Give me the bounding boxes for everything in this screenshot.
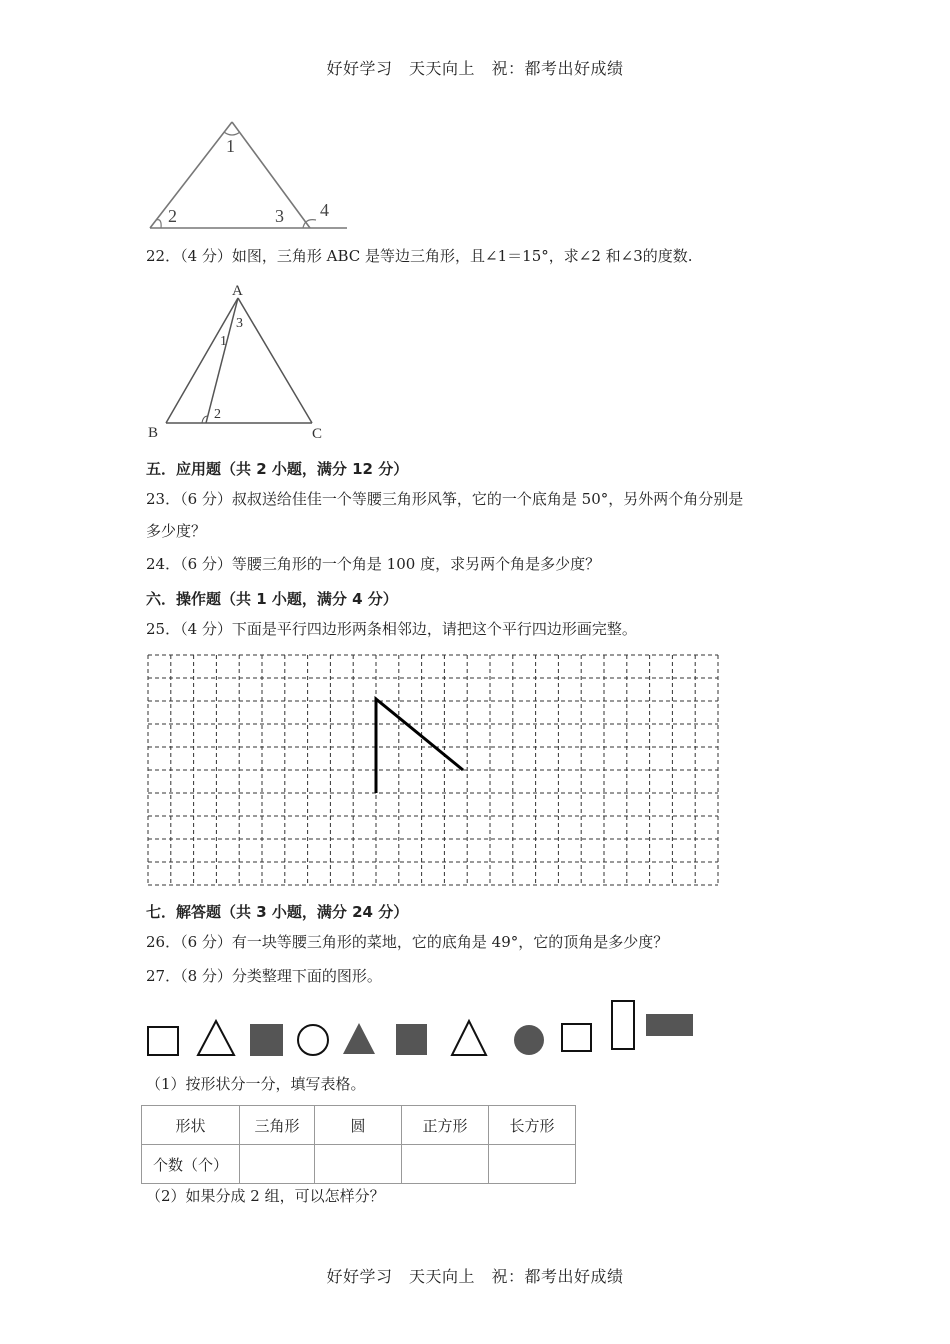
question-23 [146,484,743,514]
question-number: 24． [146,555,181,573]
angle-label-4: 4 [320,200,329,220]
table-header-cell: 正方形 [402,1106,489,1145]
shapes-row [140,995,710,1065]
vertex-c-label: C [312,426,323,442]
triangle-outline-shape [452,1021,486,1055]
table-row [142,1145,576,1184]
table-answer-cell[interactable] [240,1145,315,1184]
section-5-title: 五．应用题（共 2 小题，满分 12 分） [146,460,409,478]
vertex-a-label: A [232,283,243,299]
angle-3-label: 3 [236,316,243,331]
angle-2-label: 2 [214,407,221,422]
table-answer-cell[interactable] [402,1145,489,1184]
question-22 [146,241,693,271]
table-header-cell: 形状 [142,1106,240,1145]
table-answer-cell[interactable] [489,1145,576,1184]
shape-count-table [141,1105,576,1184]
question-24 [146,549,600,579]
triangle-abc-figure [140,280,340,445]
vertex-b-label: B [148,425,159,441]
question-text: （6 分）有一块等腰三角形的菜地，它的底角是 49°，它的顶角是多少度？ [180,933,669,951]
parallelogram-edges [376,699,463,793]
page-footer: 好好学习 天天向上 祝：都考出好成绩 [326,1267,624,1286]
question-number: 23． [146,490,181,508]
circle-outline-shape [298,1025,328,1055]
section-7-title: 七．解答题（共 3 小题，满分 24 分） [146,903,409,921]
square-filled-shape [250,1024,283,1056]
triangle-figure-1 [140,110,360,235]
angle-label-3: 3 [275,206,284,226]
question-26 [146,927,668,957]
question-number: 25． [146,620,181,638]
triangle-outline-shape [198,1021,234,1055]
question-27-part-2: （2）如果分成 2 组，可以怎样分？ [146,1187,385,1205]
table-header-cell: 圆 [315,1106,402,1145]
question-23-line2: 多少度？ [146,522,207,540]
triangle-filled-shape [343,1023,375,1054]
question-number: 26． [146,933,181,951]
rectangle-filled-shape [646,1014,693,1036]
square-outline-shape [148,1027,178,1055]
angle-label-1: 1 [226,136,235,156]
question-27-part-1: （1）按形状分一分，填写表格。 [146,1075,366,1093]
table-row-label: 个数（个） [142,1145,240,1184]
square-filled-shape [396,1024,427,1055]
angle-1-label: 1 [220,334,227,349]
table-answer-cell[interactable] [315,1145,402,1184]
dashed-grid [146,653,720,887]
rectangle-outline-shape [612,1001,634,1049]
question-text-line1: （6 分）叔叔送给佳佳一个等腰三角形风筝，它的一个底角是 50°，另外两个角分别是 [180,490,744,508]
table-header-cell: 长方形 [489,1106,576,1145]
question-number: 22． [146,247,181,265]
square-outline-shape [562,1024,591,1051]
question-27 [146,961,382,991]
page-header: 好好学习 天天向上 祝：都考出好成绩 [326,59,624,78]
angle-label-2: 2 [168,206,177,226]
table-header-cell: 三角形 [240,1106,315,1145]
question-text: （6 分）等腰三角形的一个角是 100 度，求另两个角是多少度？ [180,555,601,573]
section-6-title: 六．操作题（共 1 小题，满分 4 分） [146,590,398,608]
question-text: （4 分）下面是平行四边形两条相邻边，请把这个平行四边形画完整。 [180,620,637,638]
table-header-row [142,1106,576,1145]
question-text: （4 分）如图，三角形 ABC 是等边三角形，且∠1＝15°，求∠2 和∠3的度数. [180,247,693,265]
circle-filled-shape [514,1025,544,1055]
question-number: 27． [146,967,181,985]
question-25 [146,614,637,644]
question-text: （8 分）分类整理下面的图形。 [180,967,382,985]
